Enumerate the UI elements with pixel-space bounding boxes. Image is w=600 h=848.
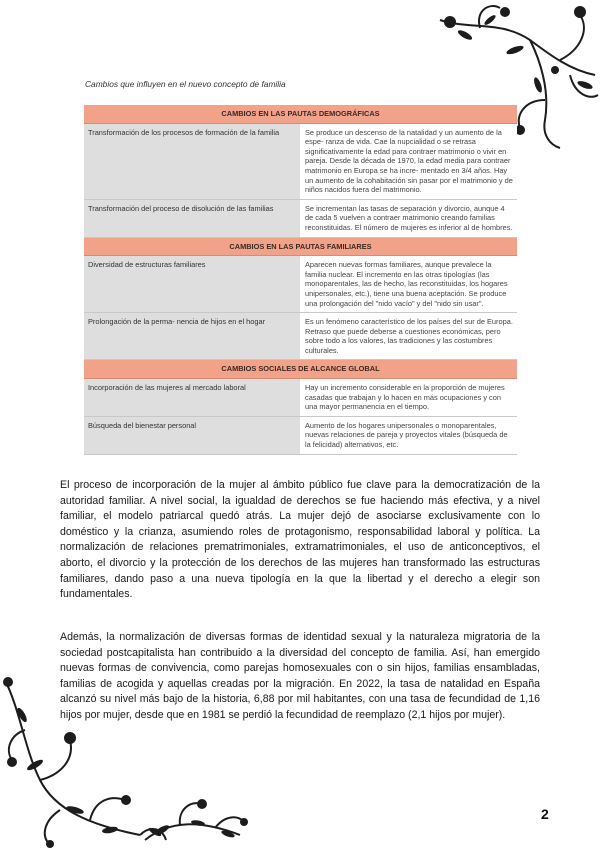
page-number: 2 bbox=[541, 806, 549, 822]
table-row bbox=[84, 379, 517, 417]
section-title: CAMBIOS EN LAS PAUTAS DEMOGRÁFICAS bbox=[84, 105, 517, 123]
table-row bbox=[84, 416, 517, 454]
row-description: Hay un incremento considerable en la proporción de mujeres casadas que trabajan y lo hacen en más ocupaciones y con una mayor permanencia en el tiempo. bbox=[301, 379, 518, 417]
row-description: Se incrementan las tasas de separación y divorcio, aunque 4 de cada 5 vuelven a contraer matrimonio creando familias reconstituidas. El número de mujeres es inferior al de hombres. bbox=[301, 199, 518, 237]
table-caption: Cambios que influyen en el nuevo concepto de familia bbox=[85, 79, 286, 89]
row-label: Prolongación de la perma- nencia de hijos en el hogar bbox=[84, 313, 301, 360]
row-label: Diversidad de estructuras familiares bbox=[84, 256, 301, 313]
row-description: Se produce un descenso de la natalidad y un aumento de la espe- ranza de vida. Cae la nupcialidad o se retrasa significativamente la edad para contraer matrimonio o vivir en pareja. Desde la década de 1970, la edad media para contraer matrimonio en Europa se ha incre- mentado en 3/4 años. Hay un aumento de la cohabitación sin pasar por el matrimonio y de niños nacidos fuera del matrimonio. bbox=[301, 123, 518, 199]
row-label: Búsqueda del bienestar personal bbox=[84, 416, 301, 454]
row-label: Incorporación de las mujeres al mercado laboral bbox=[84, 379, 301, 417]
floral-ornament-bottom-center bbox=[140, 790, 250, 848]
row-description: Aumento de los hogares unipersonales o monoparentales, nuevas relaciones de pareja y proyectos vitales (búsqueda de la felicidad) alternativos, etc. bbox=[301, 416, 518, 454]
table-row bbox=[84, 123, 517, 199]
section-header-row bbox=[84, 237, 517, 256]
body-paragraph-2: Además, la normalización de diversas formas de identidad sexual y la naturaleza migratoria de la sociedad postcapitalista han contribuido a la diversidad del concepto de familia. Así, han emergido nuevas formas de convivencia, como parejas homosexuales con o sin hijos, familias ensambladas, familias de acogida y aquellas creadas por la migración. En 2022, la tasa de natalidad en España alcanzó su nivel más bajo de la historia, 6,88 por mil habitantes, con una tasa de fecundidad de 1,16 hijos por mujer, desde que en 1981 se perdió la fecundidad de reemplazo (2,1 hijos por mujer). bbox=[60, 631, 540, 721]
row-description: Es un fenómeno característico de los países del sur de Europa. Retraso que puede deberse a cuestiones económicas, pero sobre todo a los valores, las tradiciones y las costumbres culturales. bbox=[301, 313, 518, 360]
family-changes-table bbox=[84, 105, 517, 455]
table-row bbox=[84, 313, 517, 360]
body-paragraph-1: El proceso de incorporación de la mujer al ámbito público fue clave para la democratización de la autoridad familiar. A nivel social, la igualdad de derechos se fue haciendo más efectiva, y a nivel familiar, el modelo patriarcal quedó atrás. La mujer dejó de asociarse exclusivamente con lo doméstico y la crianza, asumiendo roles de protagonismo, responsabilidad laboral y política. La normalización de relaciones prematrimoniales, extramatrimoniales, el uso de anticonceptivos, el aborto, el divorcio y la protección de los derechos de las mujeres han transformado las estructuras familiares, dando paso a una nueva tipología en la que la libertad y el derecho a elegir son fundamentales. bbox=[60, 479, 540, 601]
section-header-row bbox=[84, 360, 517, 379]
section-title: CAMBIOS SOCIALES DE ALCANCE GLOBAL bbox=[84, 360, 517, 379]
row-description: Aparecen nuevas formas familiares, aunque prevalece la familia nuclear. El incremento en las otras tipologías (las monoparentales, las de hecho, las reconstituidas, los hogares unipersonales, etc.), tiene una buena aceptación. Se produce una prolongación del "nido vacío" y del "nido sin usar". bbox=[301, 256, 518, 313]
row-label: Transformación de los procesos de formación de la familia bbox=[84, 123, 301, 199]
section-title: CAMBIOS EN LAS PAUTAS FAMILIARES bbox=[84, 237, 517, 256]
row-label: Transformación del proceso de disolución de las familias bbox=[84, 199, 301, 237]
section-header-row bbox=[84, 105, 517, 123]
table-row bbox=[84, 256, 517, 313]
table-row bbox=[84, 199, 517, 237]
